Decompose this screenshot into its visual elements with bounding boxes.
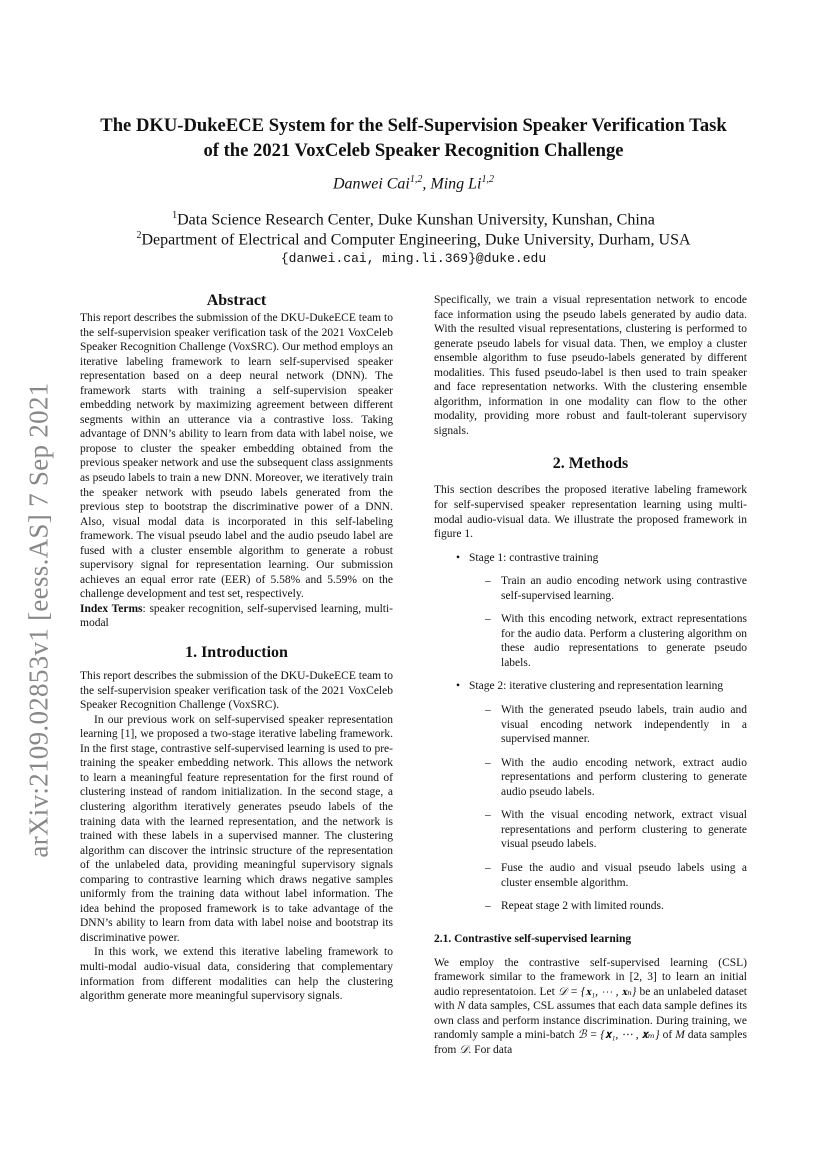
- dash-marker: –: [485, 704, 491, 717]
- index-terms-label: Index Terms: [80, 602, 143, 615]
- index-terms-list: : speaker recognition, self-supervised learning, multi-modal: [80, 602, 394, 630]
- affiliation-2: [40, 230, 787, 249]
- stage-2-item: [434, 679, 747, 694]
- title-line-1: The DKU-DukeECE System for the Self-Supervision Speaker Verification Task: [100, 115, 727, 136]
- methods-heading: 2. Methods: [552, 455, 629, 473]
- csl-text-e: data samples from: [434, 1029, 747, 1056]
- csl-text-c: data samples, CSL assumes that each data sample defines its own class and perform instance discrimination. During training, we randomly sample a mini-batch: [434, 1000, 747, 1042]
- dash-marker: –: [485, 809, 491, 822]
- author-1: Danwei Cai: [332, 175, 410, 193]
- introduction-heading: 1. Introduction: [185, 644, 288, 662]
- author-2-affiliation: 1,2: [481, 174, 494, 185]
- stage-2-step-5-text: Repeat stage 2 with limited rounds.: [501, 900, 664, 913]
- methods-paragraph: This section describes the proposed iterative labeling framework for self-supervised speaker representation learning using multi-modal audio-visual data. We illustrate the proposed framework in figure 1.: [434, 484, 747, 541]
- stage-1-item: [434, 551, 747, 566]
- dash-marker: –: [485, 900, 491, 913]
- csl-math-n: N: [457, 1000, 466, 1013]
- dash-marker: –: [485, 575, 491, 588]
- stage-2-step-4-text: Fuse the audio and visual pseudo labels using a cluster ensemble algorithm.: [501, 861, 747, 889]
- intro-paragraph-2: In our previous work on self-supervised speaker representation learning [1], we proposed a two-stage iterative labeling framework. In the first stage, contrastive self-supervised learning is used to pre-training the speaker embedding network. This allows the network to learn a meaningful feature representation for the first round of clustering instead of random initialization. In the second stage, a clustering algorithm iteratively generates pseudo labels of the training data with the learned representation, and the network is trained with these labels in a supervised manner. The clustering algorithm can discover the intrinsic structure of the representation of the unlabeled data, providing meaningful supervisory signals comparing to contrastive learning which draws negative samples uniformly from the training data without label information. The idea behind the proposed framework is to take advantage of the DNN’s ability to learn from data with label noise and bootstrap its discriminative power.: [80, 713, 393, 944]
- title-line-2: of the 2021 VoxCeleb Speaker Recognition Challenge: [203, 140, 624, 161]
- csl-paragraph: [434, 956, 747, 1058]
- stage-2-step-2: [434, 756, 747, 800]
- paper-title: [60, 113, 767, 163]
- stage-2-label: Stage 2: iterative clustering and representation learning: [469, 680, 724, 693]
- stage-2-step-4: [434, 861, 747, 890]
- stage-1-step-1-text: Train an audio encoding network using contrastive self-supervised learning.: [501, 575, 747, 602]
- left-column: [80, 291, 393, 1004]
- dash-marker: –: [485, 861, 491, 874]
- intro-paragraph-continued: Specifically, we train a visual representation network to encode face information using the pseudo labels generated by audio data. With the resulted visual representations, clustering is performed to generate pseudo labels for visual data. Then, we employ a cluster ensemble algorithm to fuse pseudo-labels generated by different modalities. This fused pseudo-label is then used to train speaker and face representation networks. With the clustering ensemble algorithm, information in one modality can flow to the other modality, providing more robust and fault-tolerant supervisory signals.: [434, 294, 747, 437]
- csl-math-d: 𝒟: [459, 1043, 469, 1056]
- author-1-affiliation: 1,2: [409, 174, 423, 185]
- intro-paragraph-1: This report describes the submission of the DKU-DukeECE team to the self-supervision speaker verification task of the 2021 VoxCeleb Speaker Recognition Challenge (VoxSRC).: [80, 670, 393, 712]
- stage-2-step-3: [434, 808, 747, 852]
- affiliation-2-text: Department of Electrical and Computer Engineering, Duke University, Durham, USA: [141, 231, 691, 249]
- abstract-text: This report describes the submission of the DKU-DukeECE team to the self-supervision speaker verification task of the 2021 VoxCeleb Speaker Recognition Challenge (VoxSRC). Our method employs an iterative labeling framework to learn self-supervised speaker representation based on a deep neural network (DNN). The framework starts with training a self-supervision speaker embedding network by maximizing agreement between different segments within an utterance via a contrastive loss. Taking advantage of DNN’s ability to learn from data with label noise, we propose to cluster the speaker embedding obtained from the previous speaker network and use the subsequent class assignments as pseudo labels to train a new DNN. Moreover, we iteratively train the speaker network with pseudo labels generated from the previous step to bootstrap the discriminative power of a DNN. Also, visual modal data is incorporated in this self-labeling framework. The visual pseudo label and the audio pseudo label are fused with a cluster ensemble algorithm to generate a robust supervisory signal for representation learning. Our submission achieves an equal error rate (EER) of 5.58% and 5.59% on the challenge development and test set, respectively.: [80, 312, 393, 601]
- csl-text-d: of: [659, 1029, 676, 1042]
- affiliation-1: [40, 210, 787, 229]
- affiliation-1-text: Data Science Research Center, Duke Kunshan University, Kunshan, China: [177, 211, 655, 229]
- stage-1-label: Stage 1: contrastive training: [469, 551, 599, 564]
- csl-math-dataset: 𝒟 = {𝐱₁, ⋯ , 𝐱ₙ}: [557, 985, 637, 998]
- authors: [60, 174, 767, 193]
- bullet-marker: •: [456, 680, 461, 693]
- author-email: {danwei.cai, ming.li.369}@duke.edu: [280, 251, 547, 266]
- dash-marker: –: [485, 756, 491, 769]
- stage-2-step-1: [434, 703, 747, 747]
- stage-1-step-2-text: With this encoding network, extract representations for the audio data. Perform a clustering algorithm on these audio representations to generate pseudo labels.: [501, 613, 747, 669]
- dash-marker: –: [485, 613, 491, 626]
- csl-text-a: We employ the contrastive self-supervised learning (CSL) framework similar to the framework in [2, 3] to learn an initial audio representatoion. Let: [434, 956, 747, 998]
- affiliation-2-mark: 2: [136, 230, 142, 241]
- index-terms: [80, 602, 393, 631]
- abstract-heading: Abstract: [206, 292, 267, 309]
- stage-2-step-2-text: With the audio encoding network, extract audio representations and perform clustering to generate audio pseudo labels.: [501, 756, 747, 798]
- stage-2-step-3-text: With the visual encoding network, extract visual representations and perform clustering to generate visual pseudo labels.: [501, 809, 747, 851]
- subsection-heading-csl: 2.1. Contrastive self-supervised learning: [434, 932, 632, 945]
- csl-math-m: M: [675, 1029, 685, 1042]
- arxiv-sidebar: [14, 360, 64, 880]
- affiliation-1-mark: 1: [172, 210, 178, 221]
- author-2: Ming Li: [430, 175, 482, 193]
- stage-2-step-1-text: With the generated pseudo labels, train audio and visual encoding network independently in a supervised manner.: [501, 704, 747, 746]
- csl-text-f: . For data: [468, 1043, 513, 1056]
- arxiv-identifier: arXiv:2109.02853v1 [eess.AS] 7 Sep 2021: [23, 382, 54, 858]
- csl-math-batch: ℬ = {𝐱₁, ⋯ , 𝐱ₘ}: [577, 1029, 660, 1042]
- stage-1-step-2: [434, 612, 747, 670]
- csl-text-b: be an unlabeled dataset with: [434, 985, 748, 1013]
- stage-2-step-5: [434, 899, 747, 914]
- author-separator: ,: [422, 175, 431, 193]
- bullet-marker: •: [456, 551, 461, 564]
- stage-1-step-1: [434, 574, 747, 603]
- intro-paragraph-3: In this work, we extend this iterative labeling framework to multi-modal audio-visual data, considering that complementary information from different modalities can help the clustering algorithm generate more meaningful supervisory signals.: [80, 946, 393, 1003]
- right-column: [434, 293, 747, 1057]
